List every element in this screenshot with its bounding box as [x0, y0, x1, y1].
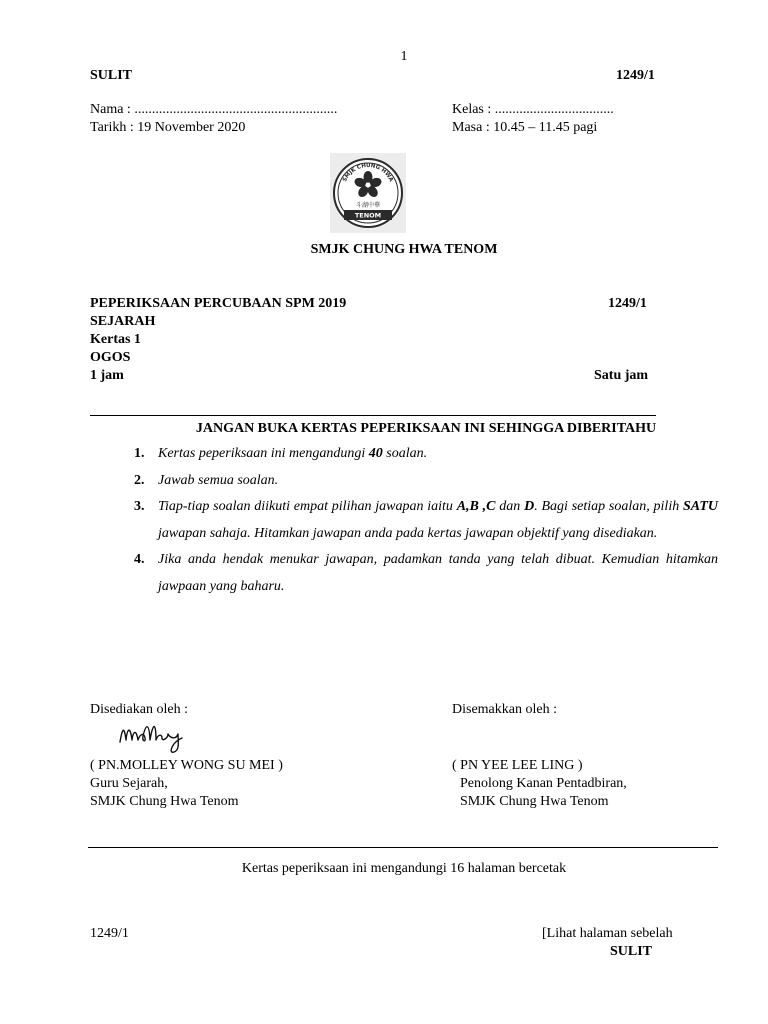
- instructions-list: [134, 441, 718, 600]
- instruction-text: dan: [495, 499, 525, 514]
- kelas-field: Kelas : ..................................: [452, 102, 614, 117]
- prepared-by-role: Guru Sejarah,: [90, 776, 168, 791]
- subject: SEJARAH: [90, 314, 156, 329]
- page-number: 1: [400, 49, 408, 64]
- signature-mark: [116, 716, 202, 756]
- paper-number: Kertas 1: [90, 332, 141, 347]
- duration: 1 jam: [90, 368, 124, 383]
- exam-month: OGOS: [90, 350, 131, 365]
- next-page-note: [Lihat halaman sebelah: [542, 926, 673, 941]
- checked-by-label: Disemakkan oleh :: [452, 702, 557, 717]
- instruction-item: [134, 441, 718, 468]
- logo-band-text: TENOM: [354, 211, 382, 220]
- instruction-number: 4.: [134, 552, 145, 567]
- warning-text: JANGAN BUKA KERTAS PEPERIKSAAN INI SEHINGGA DIBERITAHU: [195, 421, 657, 436]
- footer-divider: [88, 847, 718, 848]
- instruction-text: jawapan sahaja. Hitamkan jawapan anda pada kertas jawapan objektif yang disediakan.: [158, 525, 658, 541]
- instruction-text: 40: [368, 446, 383, 461]
- logo-chinese-text: 斗湖中華: [355, 202, 381, 209]
- prepared-by-name: ( PN.MOLLEY WONG SU MEI ): [90, 758, 283, 773]
- checked-by-school: SMJK Chung Hwa Tenom: [460, 794, 609, 809]
- instruction-item: [134, 547, 718, 600]
- sulit-label-top: SULIT: [90, 68, 133, 83]
- instruction-text: Kertas peperiksaan ini mengandungi: [158, 446, 369, 461]
- exam-code: 1249/1: [608, 296, 647, 311]
- checked-by-role: Penolong Kanan Pentadbiran,: [460, 776, 627, 791]
- sulit-label-bottom: SULIT: [610, 944, 653, 959]
- checked-by-name: ( PN YEE LEE LING ): [452, 758, 583, 773]
- instruction-number: 1.: [134, 446, 145, 461]
- instruction-number: 3.: [134, 499, 145, 514]
- page-count-note: Kertas peperiksaan ini mengandungi 16 halaman bercetak: [241, 861, 567, 876]
- instruction-text: D: [524, 499, 535, 514]
- paper-code-top: 1249/1: [616, 68, 655, 83]
- instruction-text: Jika anda hendak menukar jawapan, padamkan tanda yang telah dibuat. Kemudian hitamkan jawpaan yang baharu.: [158, 552, 718, 594]
- instruction-text: A,B ,C: [456, 499, 496, 514]
- instruction-text: Tiap-tiap soalan diikuti empat pilihan jawapan iaitu: [158, 499, 457, 514]
- duration-words: Satu jam: [594, 368, 649, 383]
- school-crest-icon: [330, 153, 406, 233]
- instruction-text: SATU: [682, 499, 718, 514]
- footer-code: 1249/1: [90, 926, 129, 941]
- nama-field: Nama : ..........................................................: [90, 102, 338, 117]
- instruction-text: . Bagi setiap soalan, pilih: [534, 499, 683, 514]
- prepared-by-school: SMJK Chung Hwa Tenom: [90, 794, 239, 809]
- instruction-text: Jawab semua soalan.: [158, 472, 279, 488]
- instruction-item: [134, 468, 718, 495]
- signature: [116, 716, 202, 756]
- tarikh-field: Tarikh : 19 November 2020: [90, 120, 246, 135]
- logo-top-text: SMJK CHUNG HWA: [342, 162, 394, 183]
- school-logo: [330, 153, 406, 233]
- masa-field: Masa : 10.45 – 11.45 pagi: [452, 120, 598, 135]
- exam-title: PEPERIKSAAN PERCUBAAN SPM 2019: [90, 296, 347, 311]
- prepared-by-label: Disediakan oleh :: [90, 702, 188, 717]
- instruction-text: soalan.: [382, 446, 428, 461]
- divider-line: [90, 415, 656, 416]
- instruction-number: 2.: [134, 472, 145, 488]
- instruction-item: [134, 494, 718, 547]
- school-name: SMJK CHUNG HWA TENOM: [310, 242, 498, 257]
